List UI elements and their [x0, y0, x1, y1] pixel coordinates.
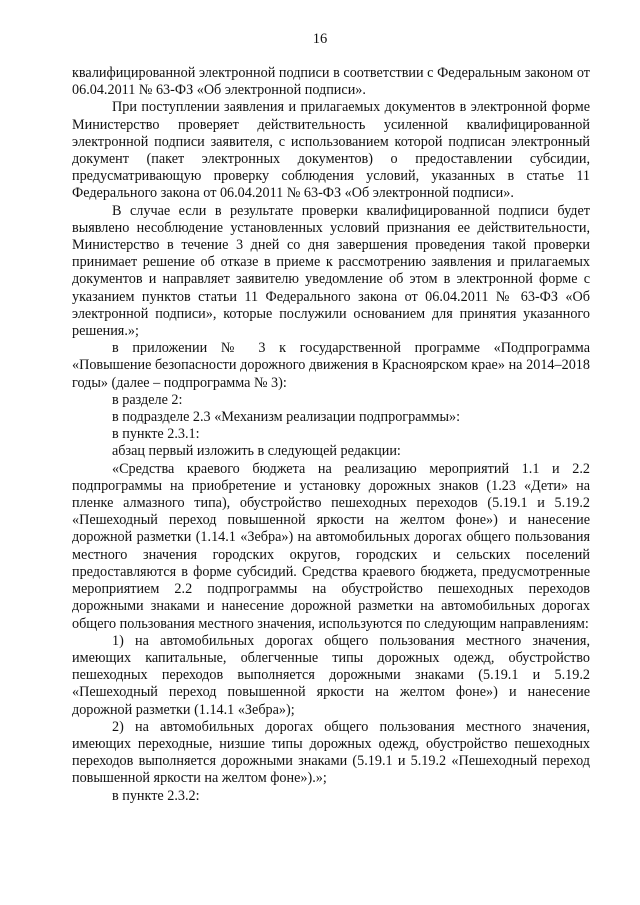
paragraph-first-paragraph-edit: абзац первый изложить в следующей редакции: — [112, 443, 401, 460]
paragraph-continuation: квалифицированной электронной подписи в соответствии с Федеральным законом от 06.04.2011 № 63-ФЗ «Об электронной подписи». — [72, 65, 590, 99]
paragraph-budget-funds: «Средства краевого бюджета на реализацию мероприятий 1.1 и 2.2 подпрограммы на приобретение и установку дорожных знаков (1.23 «Дети» на пленке алмазного типа), обустройство пешеходных переходов (5.19.1 и 5.19.2 «Пешеходный переход повышенной яркости на желтом фоне») и нанесение дорожной разметки (1.14.1 «Зебра») на автомобильных дорогах общего пользования местного значения городских округов, городских и сельских поселений предоставляются в форме субсидий. Средства краевого бюджета, предусмотренные мероприятием 2.2 подпрограммы на обустройство пешеходных переходов дорожными знаками и нанесение дорожной разметки на автомобильных дорогах общего пользования местного значения, используются по следующим направлениям: — [72, 460, 590, 632]
paragraph-appendix-3: в приложении № 3 к государственной программе «Подпрограмма «Повышение безопасности дорожного движения в Красноярском крае» на 2014–2018 годы» (далее – подпрограмма № 3): — [72, 340, 590, 391]
document-body — [72, 65, 590, 805]
paragraph-direction-1: 1) на автомобильных дорогах общего пользования местного значения, имеющих капитальные, облегченные типы дорожных одежд, обустройство пешеходных переходов выполняется дорожными знаками (5.19.1 и 5.19.2 «Пешеходный переход повышенной яркости на желтом фоне») и нанесение дорожной разметки (1.14.1 «Зебра»); — [72, 632, 590, 718]
paragraph-direction-2: 2) на автомобильных дорогах общего пользования местного значения, имеющих переходные, низшие типы дорожных одежд, обустройство пешеходных переходов выполняется дорожными знаками (5.19.1 и 5.19.2 «Пешеходный переход повышенной яркости на желтом фоне»).»; — [72, 718, 590, 787]
paragraph-item-2-3-2: в пункте 2.3.2: — [112, 787, 200, 804]
page-number: 16 — [312, 31, 328, 47]
paragraph-subsection-2-3: в подразделе 2.3 «Механизм реализации подпрограммы»: — [112, 409, 461, 426]
paragraph-refusal-notice: В случае если в результате проверки квалифицированной подписи будет выявлено несоблюдение установленных условий признания ее действительности, Министерство в течение 3 дней со дня завершения проведения такой проверки принимает решение об отказе в приеме к рассмотрению заявления и прилагаемых документов и направляет заявителю уведомление об этом в электронной форме с указанием пунктов статьи 11 Федерального закона от 06.04.2011 № 63-ФЗ «Об электронной подписи», которые послужили основанием для принятия указанного решения.»; — [72, 202, 590, 340]
paragraph-section-2: в разделе 2: — [112, 391, 183, 408]
paragraph-item-2-3-1: в пункте 2.3.1: — [112, 426, 200, 443]
paragraph-signature-check: При поступлении заявления и прилагаемых документов в электронной форме Министерство проверяет действительность усиленной квалифицированной электронной подписи заявителя, с использованием которой подписан электронный документ (пакет электронных документов) о предоставлении субсидии, предусматривающую проверку соблюдения условий, указанных в статье 11 Федерального закона от 06.04.2011 № 63-ФЗ «Об электронной подписи». — [72, 99, 590, 202]
